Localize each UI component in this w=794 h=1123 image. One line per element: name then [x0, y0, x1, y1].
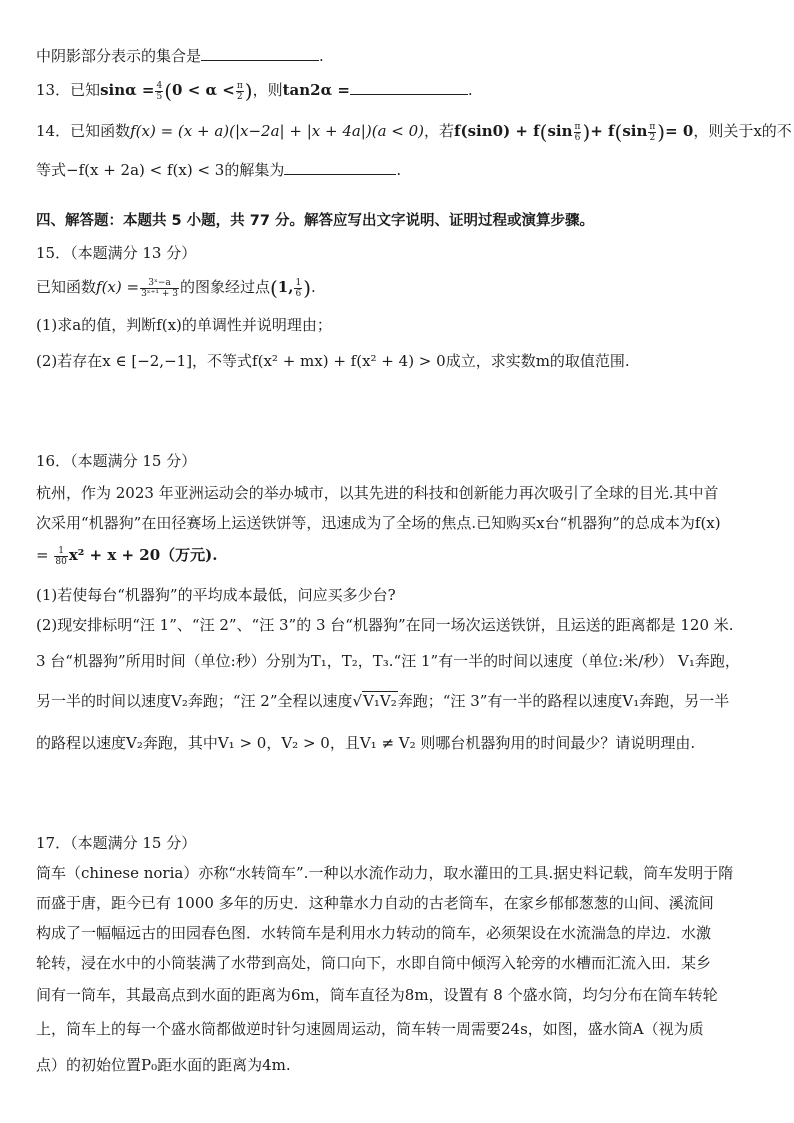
- question-13: 13．已知sinα = $\frac{4}{5}$ (0 < α < $\frac{\pi}{2}$ )，则tan2α = .: [36, 79, 473, 103]
- question-17-line7: 点）的初始位置P₀距水面的距离为4m.: [36, 1056, 291, 1074]
- question-17-line4: 轮转，浸在水中的小筒装满了水带到高处，筒口向下，水即自筒中倾泻入轮旁的水槽而汇流入田．某乡: [36, 954, 712, 972]
- section-4-heading: 四、解答题：本题共 5 小题，共 77 分。解答应写出文字说明、证明过程或演算步骤。: [36, 213, 594, 229]
- question-16-line1: 杭州，作为 2023 年亚洲运动会的举办城市，以其先进的科技和创新能力再次吸引了全球的目光.其中首: [36, 484, 719, 502]
- question-17-heading: 17．（本题满分 15 分）: [36, 834, 197, 852]
- question-17-line5: 间有一筒车，其最高点到水面的距离为6m，筒车直径为8m，设置有 8 个盛水筒，均匀分布在筒车转轮: [36, 986, 718, 1004]
- answer-blank[interactable]: [350, 78, 468, 95]
- question-16-line3: = $\frac{1}{80}$ x² + x + 20（万元).: [36, 545, 218, 567]
- question-17-line1: 筒车（chinese noria）亦称“水转筒车”.一种以水流作动力，取水灌田的工具.据史料记载，筒车发明于隋: [36, 864, 734, 882]
- question-15-part2: (2)若存在x ∈ [−2,−1]，不等式f(x² + mx) + f(x² + 4) > 0成立，求实数m的取值范围.: [36, 352, 630, 370]
- question-16-line7: 另一半的时间以速度V₂奔跑；“汪 2”全程以速度√V₁V₂奔跑；“汪 3”有一半的路程以速度V₁奔跑，另一半: [36, 692, 730, 710]
- question-17-line6: 上，筒车上的每一个盛水筒都做逆时针匀速圆周运动，筒车转一周需要24s，如图，盛水筒A（视为质: [36, 1020, 704, 1038]
- question-16-line6: 3 台“机器狗”所用时间（单位:秒）分别为T₁，T₂，T₃.“汪 1”有一半的时间以速度（单位:米/秒） V₁奔跑，: [36, 652, 740, 670]
- question-16-line8: 的路程以速度V₂奔跑，其中V₁ > 0，V₂ > 0，且V₁ ≠ V₂ 则哪台机器狗用的时间最少？请说明理由.: [36, 734, 696, 752]
- question-16-line2: 次采用“机器狗”在田径赛场上运送铁饼等，迅速成为了全场的焦点.已知购买x台“机器狗”的总成本为f(x): [36, 514, 721, 532]
- question-16-heading: 16．（本题满分 15 分）: [36, 452, 197, 470]
- question-15-part1: (1)求a的值，判断f(x)的单调性并说明理由；: [36, 316, 332, 334]
- question-14: 14．已知函数f(x) = (x + a)(|x−2a| + |x + 4a|)(a < 0)，若f(sin0) + f(sin $\frac{\pi}{6}$ )+ f(sin $\frac{\pi}{2}$ )= 0，则关于x的不: [36, 120, 792, 144]
- question-16-part2: (2)现安排标明“汪 1”、“汪 2”、“汪 3”的 3 台“机器狗”在同一场次运送铁饼，且运送的距离都是 120 米.: [36, 616, 734, 634]
- question-15-heading: 15．（本题满分 13 分）: [36, 244, 197, 262]
- question-16-part1: (1)若使每台“机器狗”的平均成本最低，问应买多少台?: [36, 586, 396, 604]
- answer-blank[interactable]: [201, 44, 319, 61]
- q12-tail: 中阴影部分表示的集合是 .: [36, 44, 324, 67]
- answer-blank[interactable]: [284, 158, 396, 175]
- question-17-line3: 构成了一幅幅远古的田园春色图．水转筒车是利用水力转动的筒车，必须架设在水流湍急的岸边．水激: [36, 924, 712, 942]
- question-15-stem: 已知函数f(x) = $\frac{\text{3ˣ−a}}{\text{3ˣ⁺¹ + 3}}$ 的图象经过点(1, $\frac{1}{6}$ ).: [36, 276, 316, 300]
- question-14-line2: 等式−f(x + 2a) < f(x) < 3的解集为 .: [36, 158, 401, 181]
- question-17-line2: 而盛于唐，距今已有 1000 多年的历史．这种靠水力自动的古老筒车，在家乡郁郁葱葱的山间、溪流间: [36, 894, 714, 912]
